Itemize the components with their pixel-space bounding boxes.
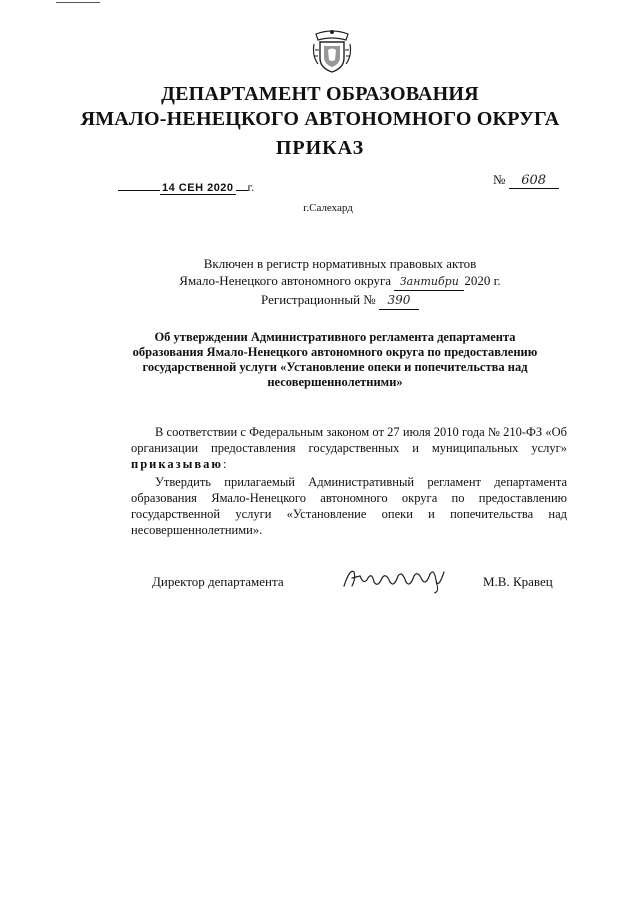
registration-stamp bbox=[0, 255, 640, 310]
preamble-text: В соответствии с Федеральным законом от 27 июля 2010 года № 210-ФЗ «Об организации предоставления государственных и муниципальных услуг» bbox=[131, 425, 567, 455]
org-name-line1: ДЕПАРТАМЕНТ ОБРАЗОВАНИЯ bbox=[161, 83, 479, 105]
org-name-line2: ЯМАЛО-НЕНЕЦКОГО АВТОНОМНОГО ОКРУГА bbox=[80, 108, 560, 130]
registration-region: Ямало-Ненецкого автономного округа bbox=[179, 273, 392, 288]
organization-header bbox=[0, 82, 640, 132]
order-date-stamp: 14 СЕН 2020 bbox=[162, 182, 234, 194]
city-line: г.Салехард bbox=[303, 202, 353, 214]
registration-line3 bbox=[0, 291, 640, 310]
order-text: Утвердить прилагаемый Административный регламент департамента образования Ямало-Ненецкого автономного округа по предоставлению государственной услуги «Установление опеки и попечительства над несовершеннолетними». bbox=[131, 475, 567, 537]
year-suffix: г. bbox=[247, 180, 255, 194]
registration-line2 bbox=[0, 272, 640, 291]
order-verb: приказываю bbox=[131, 457, 223, 471]
signatory-name: М.В. Кравец bbox=[483, 574, 553, 589]
preamble-paragraph bbox=[131, 424, 567, 472]
registration-number-handwritten: 390 bbox=[379, 292, 419, 310]
date-blank-right bbox=[236, 190, 248, 191]
order-number-line bbox=[493, 172, 559, 189]
order-title: Об утверждении Административного регламента департамента образования Ямало-Ненецкого автономного округа по предоставлению государственной услуги «Установление опеки и попечительства над несовершеннолетними» bbox=[132, 330, 538, 389]
scan-corner-mark bbox=[56, 2, 100, 3]
coat-of-arms-emblem bbox=[310, 26, 354, 74]
order-date-line bbox=[118, 180, 254, 195]
registration-number-label: Регистрационный № bbox=[261, 292, 376, 307]
document-type-title: ПРИКАЗ bbox=[275, 137, 365, 159]
order-number-handwritten: 608 bbox=[509, 173, 559, 189]
handwritten-signature bbox=[340, 564, 450, 594]
registration-handwritten-date: Зантибри bbox=[394, 273, 464, 291]
signatory-position: Директор департамента bbox=[152, 574, 284, 589]
number-label: № bbox=[493, 172, 506, 187]
order-paragraph bbox=[131, 474, 567, 538]
registration-year: 2020 г. bbox=[464, 273, 501, 288]
order-colon: : bbox=[222, 457, 227, 471]
registration-line1: Включен в регистр нормативных правовых актов bbox=[203, 256, 477, 271]
date-blank-left bbox=[118, 190, 160, 191]
